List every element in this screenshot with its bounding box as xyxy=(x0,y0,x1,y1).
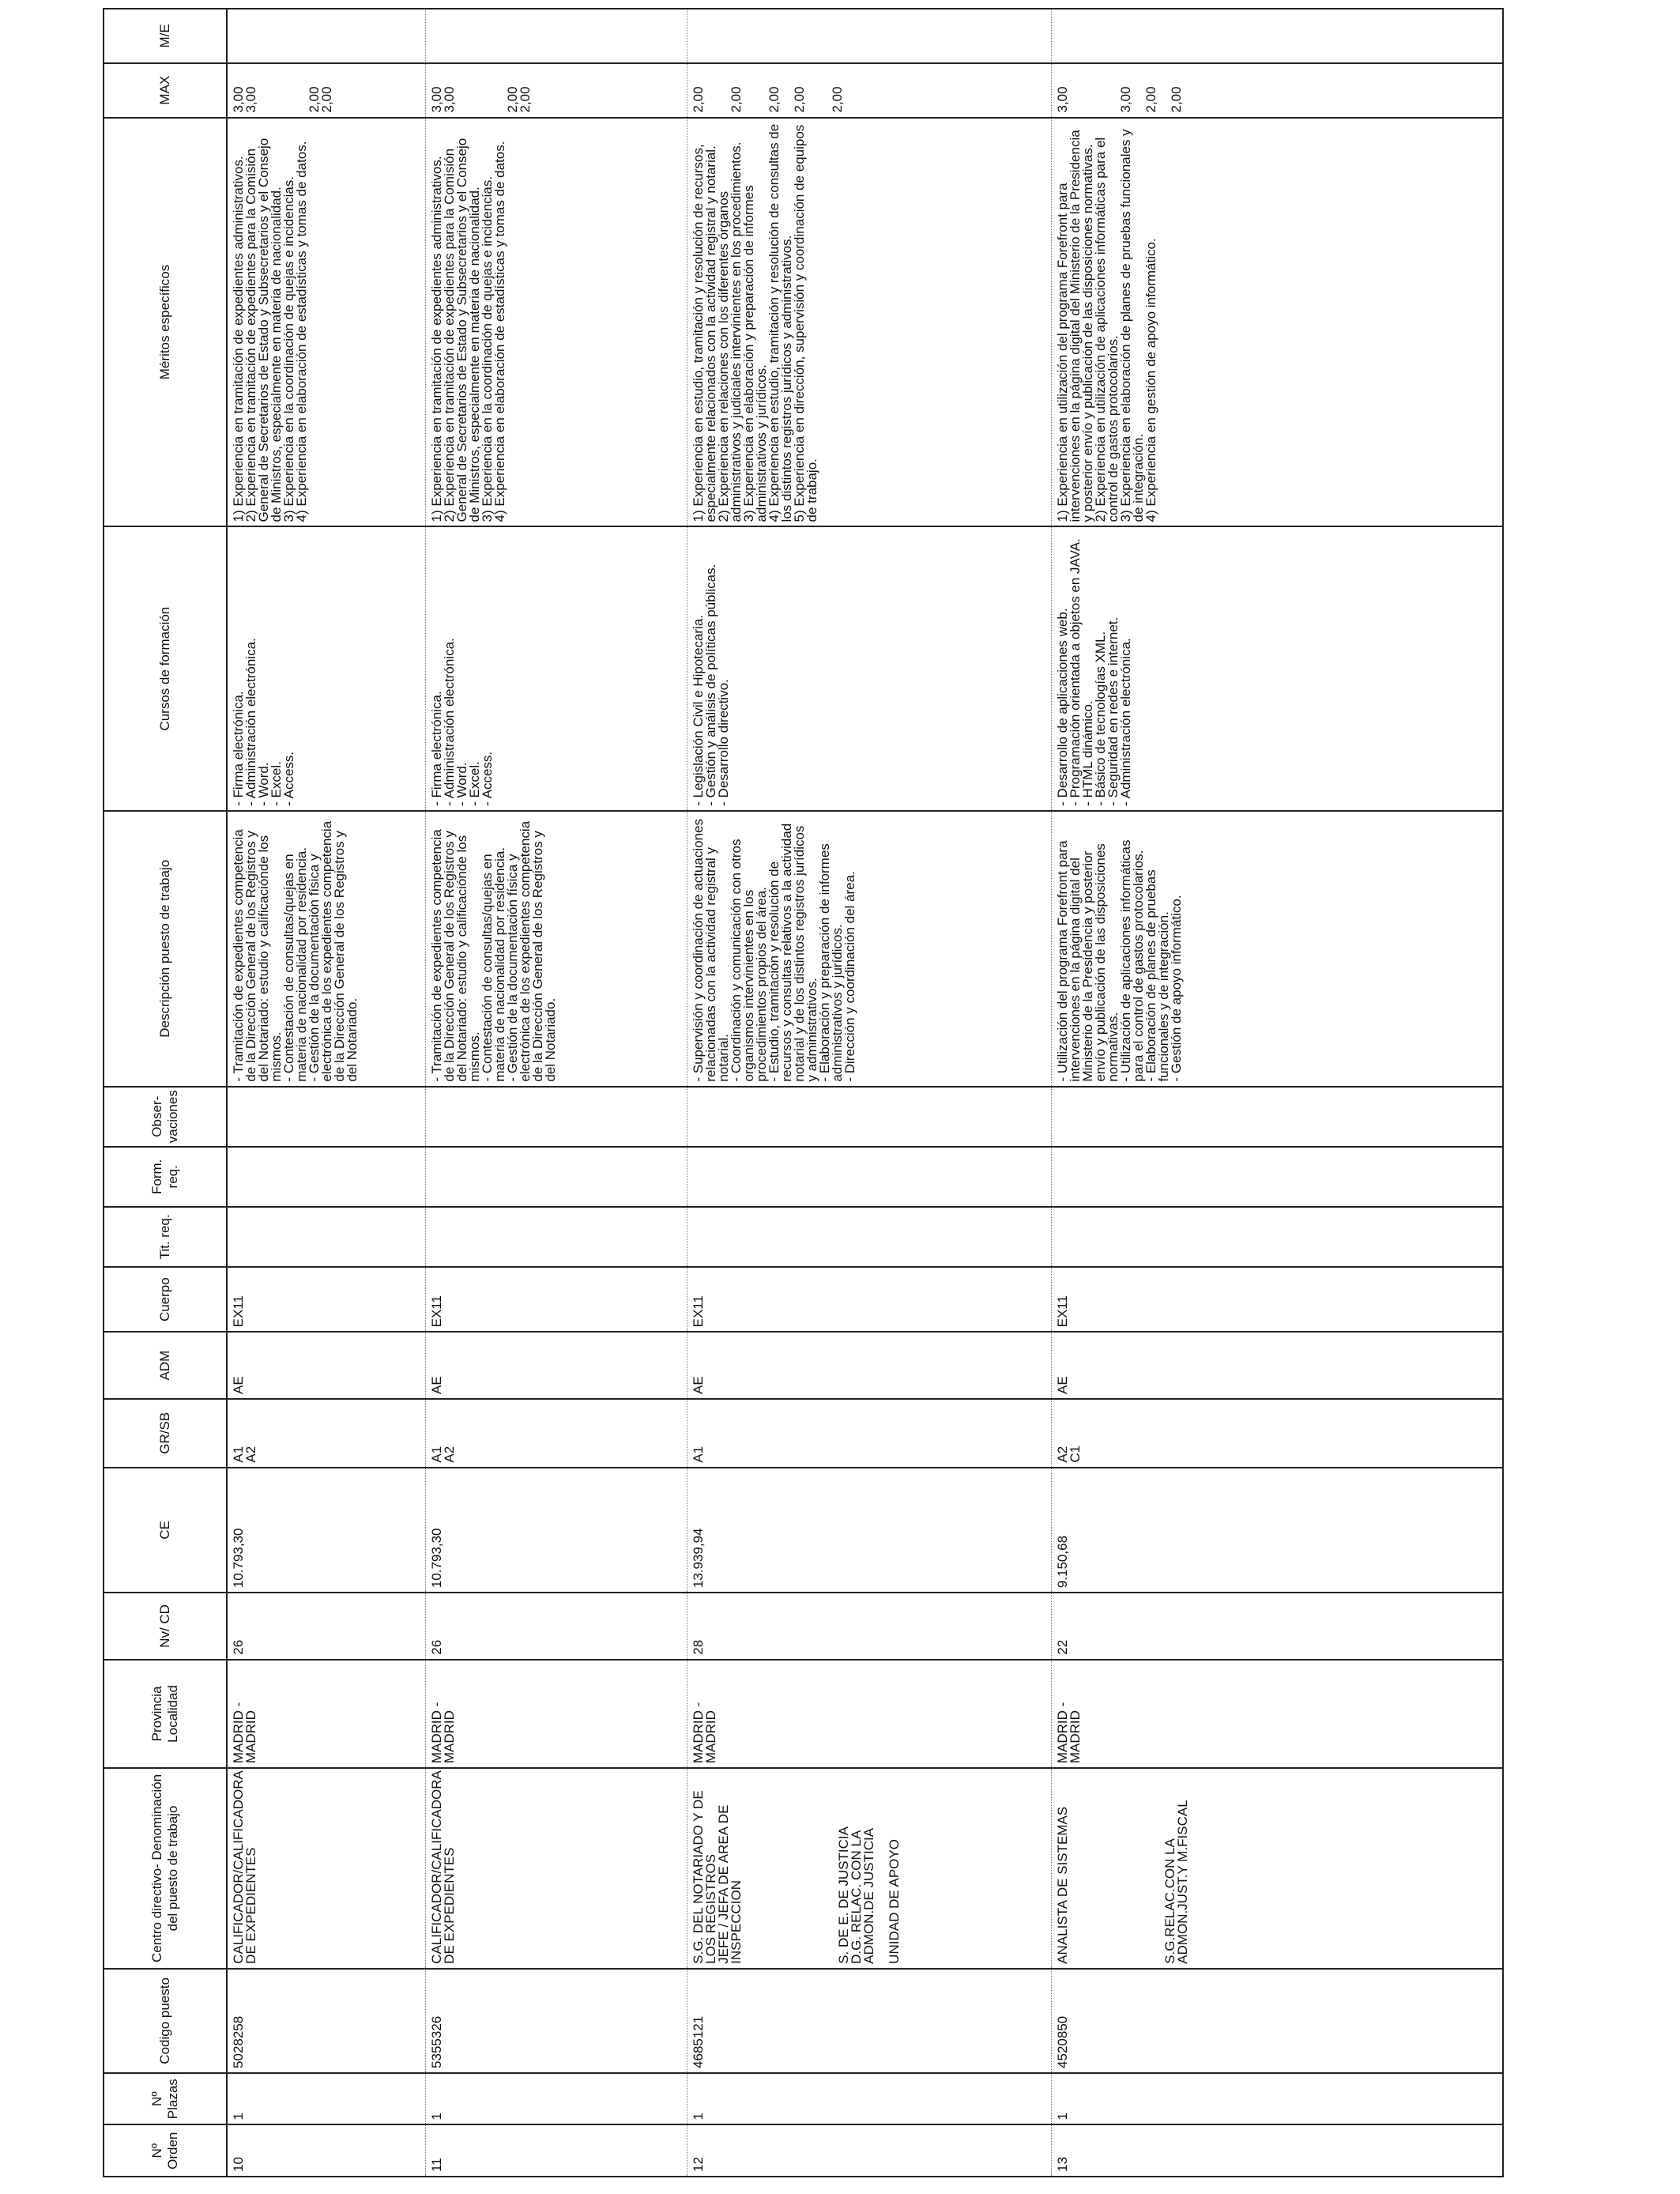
header-descripcion: Descripción puesto de trabajo xyxy=(104,811,227,1087)
cell-formacion xyxy=(227,1147,426,1207)
centro-unidad-siguiente: S. DE E. DE JUSTICIA D.G. RELAC. CON LA ADMON.DE JUSTICIA UNIDAD DE APOYO xyxy=(836,1826,902,1964)
header-cursos: Cursos de formación xyxy=(104,526,227,810)
cell-me xyxy=(426,9,687,63)
cell-grupo: A1 A2 xyxy=(426,1399,687,1468)
cell-grupo: A1 xyxy=(687,1399,1052,1468)
header-adm: ADM xyxy=(104,1332,227,1399)
centro-denominacion: CALIFICADOR/CALIFICADORA DE EXPEDIENTES xyxy=(429,1771,457,1964)
cell-provincia: MADRID - MADRID xyxy=(426,1660,687,1768)
cell-cursos: - Firma electrónica. - Administración electrónica. - Word. - Excel. - Access. xyxy=(426,526,687,810)
header-ce: CE xyxy=(104,1468,227,1593)
cell-nivel: 22 xyxy=(1052,1593,1504,1660)
centro-denominacion: CALIFICADOR/CALIFICADORA DE EXPEDIENTES xyxy=(231,1771,258,1964)
header-centro: Centro directivo- Denominación del puesto de trabajo xyxy=(104,1768,227,1969)
cell-formacion xyxy=(1052,1147,1504,1207)
cell-me xyxy=(227,9,426,63)
cell-nivel: 28 xyxy=(687,1593,1052,1660)
cell-titulacion xyxy=(227,1207,426,1267)
cell-formacion xyxy=(426,1147,687,1207)
cell-nivel: 26 xyxy=(426,1593,687,1660)
centro-denominacion: ANALISTA DE SISTEMAS xyxy=(1055,1806,1070,1964)
cell-max: 3,00 3,00 2,00 2,00 xyxy=(227,63,426,118)
header-nivel: Nv/ CD xyxy=(104,1593,227,1660)
cell-titulacion xyxy=(426,1207,687,1267)
job-posting-table-sheet xyxy=(103,8,1667,2177)
cell-plazas: 1 xyxy=(687,2073,1052,2125)
cell-meritos: 1) Experiencia en utilización del programa Forefront para intervenciones en la página digital del Ministerio de la Presidencia y posterior envío y publicación de las disposiciones normativas. 2) Experiencia en utilización de aplicaciones informáticas para el control de gastos protocolarios. 3) Experiencia en elaboración de planes de pruebas funcionales y de integración. 4) Experiencia en gestión de apoyo informático. xyxy=(1052,118,1504,527)
header-observaciones: Obser- vaciones xyxy=(104,1087,227,1147)
job-posting-table xyxy=(103,8,1504,2177)
cell-meritos: 1) Experiencia en estudio, tramitación y resolución de recursos, especialmente relacionados con la actividad registral y notarial. 2) Experiencia en relaciones con los diferentes órganos administrativos y judiciales intervinientes en los procedimientos. 3) Experiencia en elaboración y preparación de informes administrativos y jurídicos. 4) Experiencia en estudio, tramitación y resolución de consultas de los distintos registros jurídicos y administrativos. 5) Experiencia en dirección, supervisión y coordinación de equipos de trabajo. xyxy=(687,118,1052,527)
cell-centro xyxy=(426,1768,687,1969)
centro-unidad-siguiente: S.G.RELAC.CON LA ADMON.JUST.Y M.FISCAL xyxy=(1162,1800,1190,1964)
cell-titulacion xyxy=(687,1207,1052,1267)
table-row xyxy=(227,9,426,2177)
cell-me xyxy=(1052,9,1504,63)
header-grupo: GR/SB xyxy=(104,1399,227,1468)
cell-codigo: 5355326 xyxy=(426,1969,687,2073)
header-meritos: Méritos específicos xyxy=(104,118,227,527)
cell-meritos: 1) Experiencia en tramitación de expedientes administrativos. 2) Experiencia en tramitación de expedientes para la Comisión General de Secretarios de Estado y Subsecretarios y el Consejo de Ministros, especialmente en materia de nacionalidad. 3) Experiencia en la coordinación de quejas e incidencias. 4) Experiencia en elaboración de estadísticas y tomas de datos. xyxy=(227,118,426,527)
cell-descripcion: - Utilización del programa Forefront para intervenciones en la página digital del Ministerio de la Presidencia y posterior envío y publicación de las disposiciones normativas. - Utilización de aplicaciones informáticas para el control de gastos protocolarios. - Elaboración de planes de pruebas funcionales y de integración. - Gestión de apoyo informático. xyxy=(1052,811,1504,1087)
cell-cursos: - Firma electrónica. - Administración electrónica. - Word. - Excel. - Access. xyxy=(227,526,426,810)
cell-max: 3,00 3,00 2,00 2,00 xyxy=(426,63,687,118)
centro-unidad: S.G. DEL NOTARIADO Y DE LOS REGISTROS xyxy=(691,1790,718,1964)
cell-centro xyxy=(687,1768,1052,1969)
cell-observaciones xyxy=(426,1087,687,1147)
cell-cursos: - Desarrollo de aplicaciones web. - Programación orientada a objetos en JAVA. - HTML dinámico. - Básico de tecnologías XML. - Seguridad en redes e internet. - Administración electrónica. xyxy=(1052,526,1504,810)
table-row xyxy=(426,9,687,2177)
table-row xyxy=(1052,9,1504,2177)
cell-orden: 13 xyxy=(1052,2124,1504,2177)
cell-cursos: - Legislación Civil e Hipotecaria. - Gestión y análisis de políticas públicas. - Desarrollo directivo. xyxy=(687,526,1052,810)
cell-centro xyxy=(1052,1768,1504,1969)
header-provincia: Provincia Localidad xyxy=(104,1660,227,1768)
cell-descripcion: - Supervisión y coordinación de actuaciones relacionadas con la actividad registral y notarial. - Coordinación y comunicación con otros organismos intervinientes en los procedimientos propios del área. - Estudio, tramitación y resolución de recursos y consultas relativos a la actividad notarial y de los distintos registros jurídicos y administrativos. - Elaboración y preparación de informes administrativos y jurídicos. - Dirección y coordinación del área. xyxy=(687,811,1052,1087)
cell-provincia: MADRID - MADRID xyxy=(227,1660,426,1768)
cell-codigo: 4520850 xyxy=(1052,1969,1504,2073)
cell-me xyxy=(687,9,1052,63)
header-me: M/E xyxy=(104,9,227,63)
cell-adm: AE xyxy=(426,1332,687,1399)
cell-plazas: 1 xyxy=(227,2073,426,2125)
cell-observaciones xyxy=(687,1087,1052,1147)
cell-adm: AE xyxy=(1052,1332,1504,1399)
cell-observaciones xyxy=(227,1087,426,1147)
cell-orden: 11 xyxy=(426,2124,687,2177)
cell-ce: 10.793,30 xyxy=(426,1468,687,1593)
cell-max: 2,00 2,00 2,00 2,00 2,00 xyxy=(687,63,1052,118)
cell-observaciones xyxy=(1052,1087,1504,1147)
cell-descripcion: - Tramitación de expedientes competencia de la Dirección General de los Registros y del Notariado: estudio y calificaciónde los mismos. - Contestación de consultas/quejas en materia de nacionalidad por residencia. - Gestión de la documentación física y electrónica de los expedientes competencia de la Dirección General de los Registros y del Notariado. xyxy=(426,811,687,1087)
cell-cuerpo: EX11 xyxy=(426,1267,687,1332)
table-row xyxy=(687,9,1052,2177)
cell-orden: 10 xyxy=(227,2124,426,2177)
header-orden: Nº Orden xyxy=(104,2124,227,2177)
cell-ce: 9.150,68 xyxy=(1052,1468,1504,1593)
cell-titulacion xyxy=(1052,1207,1504,1267)
cell-ce: 13.939,94 xyxy=(687,1468,1052,1593)
cell-provincia: MADRID - MADRID xyxy=(687,1660,1052,1768)
cell-meritos: 1) Experiencia en tramitación de expedientes administrativos. 2) Experiencia en tramitación de expedientes para la Comisión General de Secretarios de Estado y Subsecretarios y el Consejo de Ministros, especialmente en materia de nacionalidad. 3) Experiencia en la coordinación de quejas e incidencias. 4) Experiencia en elaboración de estadísticas y tomas de datos. xyxy=(426,118,687,527)
header-codigo: Codigo puesto xyxy=(104,1969,227,2073)
cell-cuerpo: EX11 xyxy=(227,1267,426,1332)
cell-formacion xyxy=(687,1147,1052,1207)
header-titulacion: Tit. req. xyxy=(104,1207,227,1267)
cell-plazas: 1 xyxy=(426,2073,687,2125)
cell-orden: 12 xyxy=(687,2124,1052,2177)
cell-adm: AE xyxy=(227,1332,426,1399)
header-cuerpo: Cuerpo xyxy=(104,1267,227,1332)
cell-cuerpo: EX11 xyxy=(1052,1267,1504,1332)
header-plazas: Nº Plazas xyxy=(104,2073,227,2125)
cell-max: 3,00 3,00 2,00 2,00 xyxy=(1052,63,1504,118)
cell-grupo: A2 C1 xyxy=(1052,1399,1504,1468)
cell-nivel: 26 xyxy=(227,1593,426,1660)
cell-codigo: 5028258 xyxy=(227,1969,426,2073)
cell-cuerpo: EX11 xyxy=(687,1267,1052,1332)
cell-provincia: MADRID - MADRID xyxy=(1052,1660,1504,1768)
header-max: MAX xyxy=(104,63,227,118)
cell-codigo: 4685121 xyxy=(687,1969,1052,2073)
cell-ce: 10.793,30 xyxy=(227,1468,426,1593)
centro-denominacion: JEFE / JEFA DE AREA DE INSPECCION xyxy=(716,1804,744,1964)
cell-descripcion: - Tramitación de expedientes competencia de la Dirección General de los Registros y del Notariado: estudio y calificaciónde los mismos. - Contestación de consultas/quejas en materia de nacionalidad por residencia. - Gestión de la documentación física y electrónica de los expedientes competencia de la Dirección General de los Registros y del Notariado. xyxy=(227,811,426,1087)
header-formacion: Form. req. xyxy=(104,1147,227,1207)
cell-plazas: 1 xyxy=(1052,2073,1504,2125)
header-row xyxy=(104,9,227,2177)
cell-grupo: A1 A2 xyxy=(227,1399,426,1468)
cell-centro xyxy=(227,1768,426,1969)
cell-adm: AE xyxy=(687,1332,1052,1399)
